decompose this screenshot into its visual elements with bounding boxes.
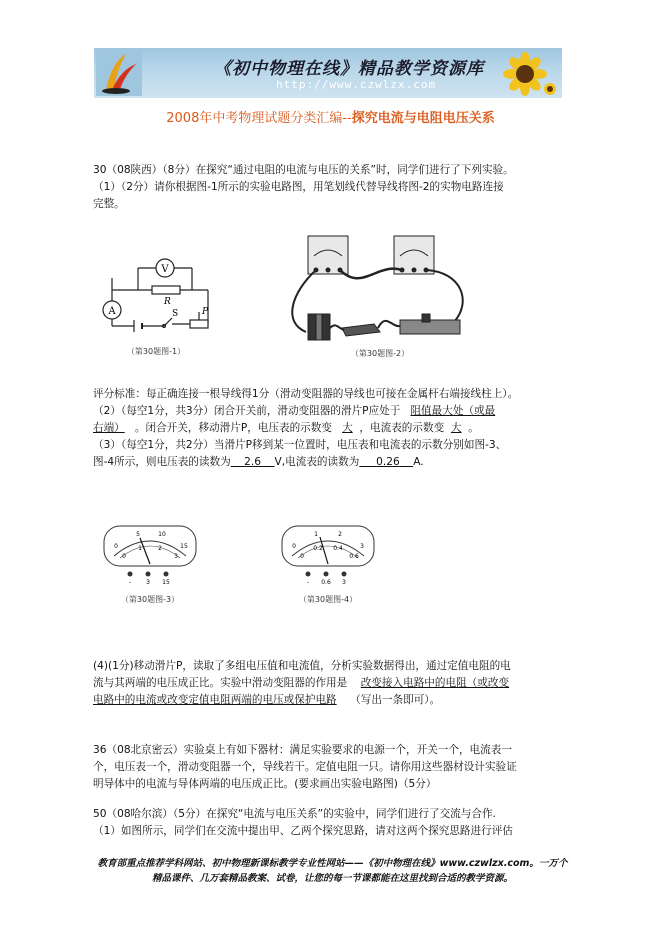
fig3-tick-2: 10 [158,531,166,538]
part2-answer1a: 阻值最大处（或最 [410,405,496,417]
q50-line2: （1）如图所示，同学们在交流中提出甲、乙两个探究思路，请对这两个探究思路进行评估 [93,825,513,837]
fig4-tick-0: 0 [292,543,296,550]
site-logo [96,50,142,96]
part3-answer1-value: 2.6 [244,456,262,468]
banner-url: http://www.czwlzx.com [276,78,437,91]
voltmeter-fig3 [100,522,200,608]
fig3-inner-tick-0: 0 [122,553,126,560]
q50-line1: 50（08哈尔滨）（5分）在探究“电流与电压关系”的实验中，同学们进行了交流与合作. [93,808,496,820]
fig4-tick-2: 2 [338,531,342,538]
q30-grading1: 评分标准：每正确连接一根导线得1分（滑动变阻器的导线也可接在金属杆右端接线柱上）。 [93,388,519,400]
q36-line2: 个，电压表一个，滑动变阻器一个，导线若干。定值电阻一只。请你用这些器材设计实验证 [93,761,517,773]
fig3-tick-1: 5 [136,531,140,538]
q30-line3: 完整。 [93,198,125,210]
fig3-inner-tick-2: 2 [158,545,162,552]
header-banner [94,48,562,98]
fig4-inner-tick-0: 0 [300,553,304,560]
footer-line1: 教育部重点推荐学科网站、初中物理新课标教学专业性网站——《初中物理在线》www.czwlzx.com。一万个 [97,858,568,869]
q36-line3: 明导体中的电流与导体两端的电压成正比。(要求画出实验电路图)（5分） [93,778,437,790]
fig1-a-label: A [108,306,116,317]
title-bold: 探究电流与电阻电压关系 [351,111,495,126]
sunflower-image [492,51,558,97]
part3-text-c: V,电流表的读数为 [274,456,360,468]
fig4-tick-3: 3 [360,543,364,550]
fig3-tick-0: 0 [114,543,118,550]
fig4-term-0: - [306,579,310,586]
fig3-term-1: 3 [146,579,150,586]
part2-text-c: ，电流表的示数变 [359,422,445,434]
part3-text-b: 图-4所示，则电压表的读数为 [93,456,231,468]
part4-text-c: （写出一条即可）。 [350,694,441,706]
q36-line1: 36（08北京密云）实验桌上有如下器材：满足实验要求的电源一个，开关一个，电流表一 [93,744,512,756]
circuit-diagram-fig1 [98,238,218,360]
q30-part4-line1: (4)(1分)移动滑片P，读取了多组电压值和电流值，分析实验数据得出，通过定值电阻的电 [93,660,511,672]
fig4-tick-1: 1 [314,531,318,538]
part4-answer-b: 电路中的电流或改变定值电阻两端的电压或保护电路 [93,694,337,706]
q30-line1: 30（08陕西）（8分）在探究“通过电阻的电流与电压的关系”时，同学们进行了下列实验。 [93,164,514,176]
part3-answer2-value: 0.26 [376,456,400,468]
part2-text-a: （2）（每空1分，共3分）闭合开关前，滑动变阻器的滑片P应处于 [93,405,401,417]
part3-answer2 [359,456,413,468]
fig4-term-2: 3 [342,579,346,586]
fig3-inner-tick-1: 1 [138,545,142,552]
banner-title: 《初中物理在线》精品教学资源库 [214,59,484,79]
fig3-caption: （第30题图-3） [120,595,180,604]
fig4-term-1: 0.6 [321,579,331,586]
fig2-caption: （第30题图-2） [350,349,410,358]
fig4-inner-tick-3: 0.6 [349,553,359,560]
title-prefix: 2008年中考物理试题分类汇编-- [166,111,352,126]
q30-line2: （1）（2分）请你根据图-1所示的实验电路图，用笔划线代替导线将图-2的实物电路连接 [93,181,504,193]
fig1-v-label: V [161,264,169,275]
q30-part3-line2 [93,454,571,471]
fig3-tick-3: 15 [180,543,188,550]
physical-circuit-fig2 [282,232,478,362]
fig1-s-label: S [172,309,179,319]
page-footer [90,856,575,886]
part2-answer3: 大 [450,422,462,434]
part3-answer1 [231,456,275,468]
fig3-term-2: 15 [162,579,170,586]
q30-part3-line1: （3）（每空1分，共2分）当滑片P移到某一位置时，电压表和电流表的示数分别如图-3、 [93,439,507,451]
fig1-p-label: P [202,307,209,317]
fig4-inner-tick-2: 0.4 [333,545,343,552]
part2-text-d: 。 [468,422,479,434]
page-title [0,107,661,126]
part2-text-b: 。闭合开关，移动滑片P，电压表的示数变 [134,422,332,434]
fig4-inner-tick-1: 0.2 [313,545,323,552]
part2-answer1b: 右端） [93,422,125,434]
q30-part2-line2 [93,420,571,437]
part4-text-b: 流与其两端的电压成正比。实验中滑动变阻器的作用是 [93,677,348,689]
part3-text-d: A. [413,456,424,468]
ammeter-fig4 [278,522,378,608]
part2-answer2: 大 [342,422,353,434]
part4-answer-a: 改变接入电路中的电阻（或改变 [360,677,510,689]
fig4-caption: （第30题图-4） [298,595,358,604]
fig3-term-0: - [128,579,132,586]
q30-part4-line2 [93,675,571,692]
fig3-inner-tick-3: 3 [174,553,178,560]
q30-part2-line1 [93,403,571,420]
q30-part4-line3 [93,692,571,709]
fig1-caption: （第30题图-1） [126,347,186,356]
footer-line2: 精品课件、几万套精品教案、试卷，让您的每一节课都能在这里找到合适的教学资源。 [151,873,513,884]
fig1-r-label: R [164,297,171,307]
